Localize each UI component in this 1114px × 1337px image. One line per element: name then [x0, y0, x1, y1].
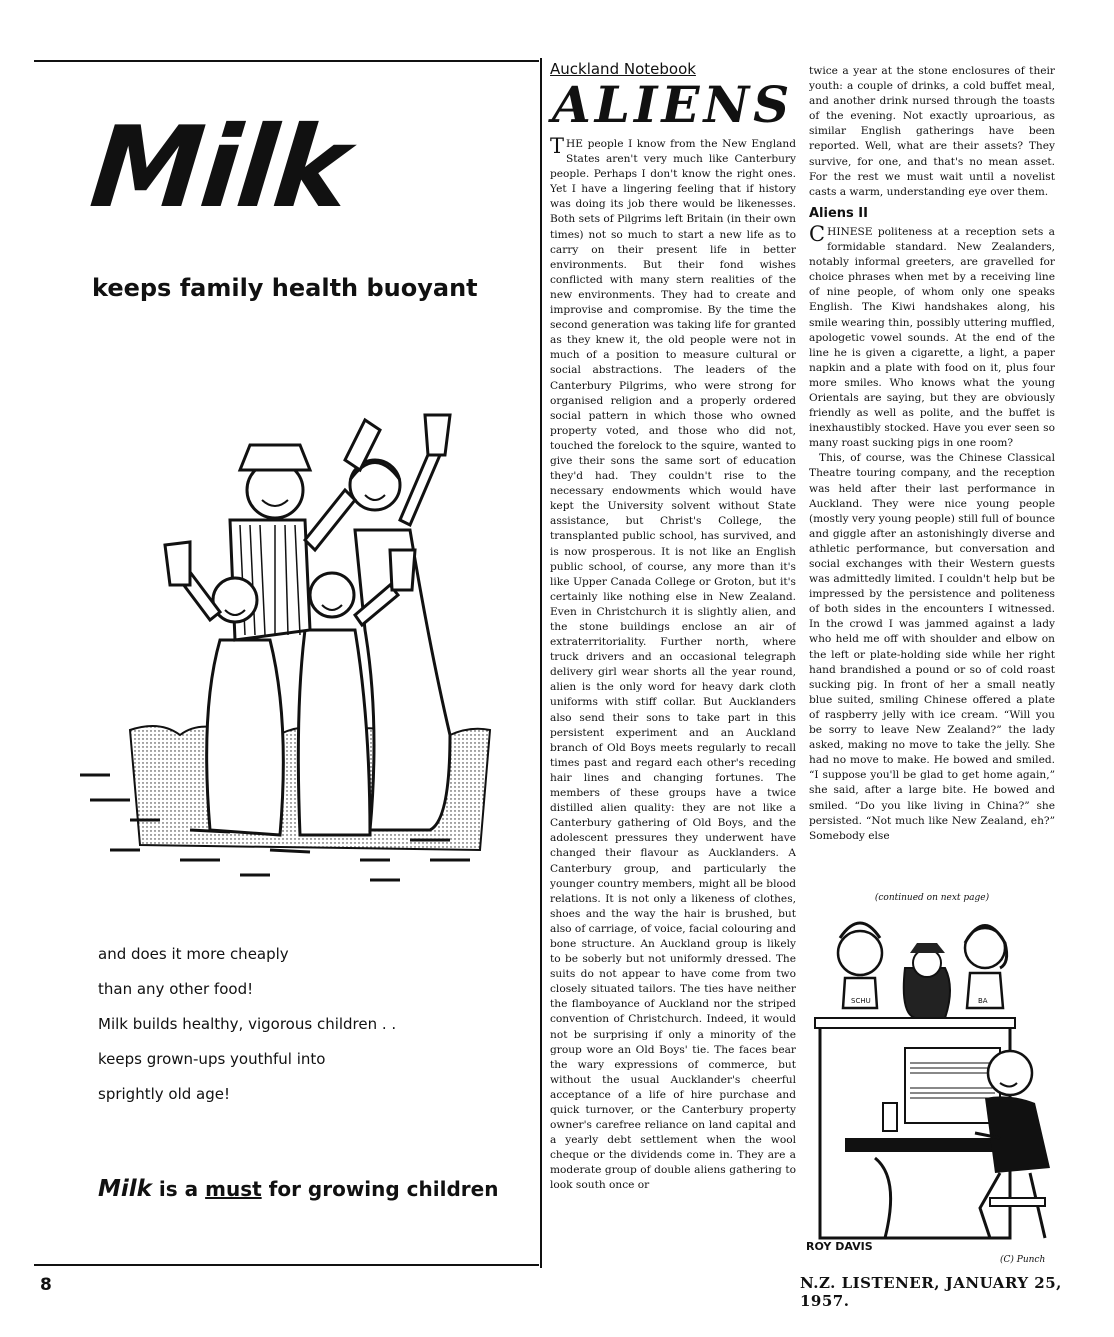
ad-footer-post: for growing children [268, 1177, 499, 1201]
section-kicker: Auckland Notebook [550, 60, 696, 78]
article-paragraph: This, of course, was the Chinese Classical Theatre touring company, and the reception was held after their last performance in Auckland. They were nice young people (mostly very young people) still full of bounce and giggle after an astonishingly diverse and athletic performance, but conversation and social exchanges with their Western guests was admittedly limited. I couldn't help but be impressed by the persistence and politeness of both sides in the encounters I witnessed. In the crowd I was jammed against a lady who held me off with shoulder and elbow on the left or plate-holding side while her right hand brandished a pound or so of cold roast sucking pig. In front of her a small neatly blue suited, smiling Chinese offered a plate of raspberry jelly with ice cream. “Will you be sorry to leave New Zealand?” the lady asked, making no move to take the jelly. She had no move to make. He bowed and smiled. “I suppose you'll be glad to get home again,” she said, after a large bite. He bowed and smiled. “Do you like living in China?” she persisted. “Not much like New Zealand, eh?” Somebody else [809, 452, 1055, 842]
ad-footer-must: must [205, 1177, 262, 1201]
article-column-1 [550, 137, 796, 1269]
masthead-dateline: N.Z. LISTENER, JANUARY 25, 1957. [800, 1274, 1062, 1310]
article-paragraph [550, 137, 796, 1194]
article-subhead: Aliens II [809, 205, 868, 221]
cartoon-signature: ROY DAVIS [806, 1240, 873, 1253]
bottom-rule-left [34, 1264, 539, 1266]
article-column-2 [809, 64, 1055, 910]
continued-note: (continued on next page) [874, 893, 990, 903]
ad-tagline: keeps family health buoyant [92, 274, 478, 302]
article-text: HE people I know from the New England States aren't very much like Canterbury people. Perhaps I don't know the right ones. Yet I have a lingering feeling that if history was doing its job there would be likenesses. Both sets of Pilgrims left Britain (in their own times) not so much to start a new life as to carry on their present life in better environments. But their fond wishes conflicted with many stern realities of the new environments. They had to create and improvise and compromise. By the time the second generation was taking life for granted as they knew it, the old people were not in much of a position to measure cultural or social abstractions. The leaders of the Canterbury Pilgrims, who were strong for organised religion and a properly ordered social pattern in which those who owned property voted, and those who did not, touched the forelock to the squire, wanted to give their sons the same sort of education they'd had. They couldn't rise to the necessary endowments which would have kept the University solvent without State assistance, but Christ's College, the transplanted public school, has survived, and is now prosperous. It is not like an English public school, of course, any more than it's like Upper Canada College or Groton, but it's certainly like nothing else in New Zealand. Even in Christchurch it is slightly alien, and the stone buildings enclose an air of extraterritoriality. Further north, where truck drivers and an occasional telegraph delivery girl wear shorts all the year round, alien is the only word for heavy dark cloth uniforms with stiff collar. But Aucklanders also send their sons to take part in this persistent experiment and an Auckland branch of Old Boys meets regularly to recall times past and regard each other's receding hair lines and changing fortunes. The members of these groups have a twice distilled alien quality: they are not like a Canterbury gathering of Old Boys, and the adolescent pressures they underwent have changed their flavour as Aucklanders. A Canterbury group, and particularly the younger country members, might all be blood relations. It is not only a likeness of clothes, shoes and the way the hair is brushed, but also of carriage, of voice, facial colouring and bone structure. An Auckland group is likely to be soberly but not uniformly dressed. The suits do not appear to have come from two closely situated tailors. The ties have neither the flamboyance of Auckland nor the striped convention of Christchurch. Indeed, it would not be surprising if only a minority of the group wore an Old Boys' tie. The faces bear the wary expressions of commerce, but without the usual Aucklander's cheerful acceptance of a life of hire purchase and quick turnover, or the Canterbury property owner's carefree reliance on land capital and a yearly debt settlement when the wool cheque or the dividends come in. They are a moderate group of double aliens gathering to look south once or [550, 138, 796, 1192]
ad-footer-brand: Milk [98, 1176, 152, 1202]
article-headline: ALIENS [552, 75, 794, 134]
ad-footer-pre: is a [158, 1177, 199, 1201]
page-number: 8 [40, 1275, 52, 1295]
cartoon-illustration [805, 908, 1060, 1248]
ad-line-5: sprightly old age! [98, 1085, 230, 1103]
ad-title: Milk [85, 103, 354, 233]
article-paragraph [809, 221, 1055, 451]
family-illustration [70, 390, 510, 890]
bust-label-2: BA [978, 997, 988, 1005]
article-text: HINESE politeness at a reception sets a formidable standard. New Zealanders, notably informal greeters, are gravelled for choice phrases when met by a receiving line of nine people, of whom only one speaks English. The Kiwi handshakes along, his smile wearing thin, possibly uttering muffled, apologetic vowel sounds. At the end of the line he is given a cigarette, a light, a paper napkin and a plate with food on it, plus four more smiles. Who knows what the young Orientals are saying, but they are obviously friendly as well as polite, and the buffet is inexhaustibly stocked. Have you ever seen so many roast sucking pigs in one room? [809, 225, 1055, 450]
drop-cap: C [809, 221, 826, 246]
column-divider [540, 58, 542, 1268]
drop-cap: T [550, 137, 565, 158]
ad-footer [98, 1176, 498, 1202]
bust-label-1: SCHU [851, 997, 871, 1005]
ad-line-1: and does it more cheaply [98, 945, 289, 963]
ad-line-2: than any other food! [98, 980, 254, 998]
top-rule-left [34, 60, 539, 62]
ad-line-4: keeps grown-ups youthful into [98, 1050, 326, 1068]
article-paragraph: twice a year at the stone enclosures of their youth: a couple of drinks, a cold buffet meal, and another drink nursed through the toasts of the evening. Not exactly uproarious, as similar English gatherings have been reported. Well, what are their assets? They survive, for one, and that's no mean asset. For the rest we must wait until a novelist casts a warm, understanding eye over them. [809, 65, 1055, 198]
cartoon-copyright: (C) Punch [1000, 1255, 1046, 1265]
ad-line-3: Milk builds healthy, vigorous children . . [98, 1015, 397, 1033]
